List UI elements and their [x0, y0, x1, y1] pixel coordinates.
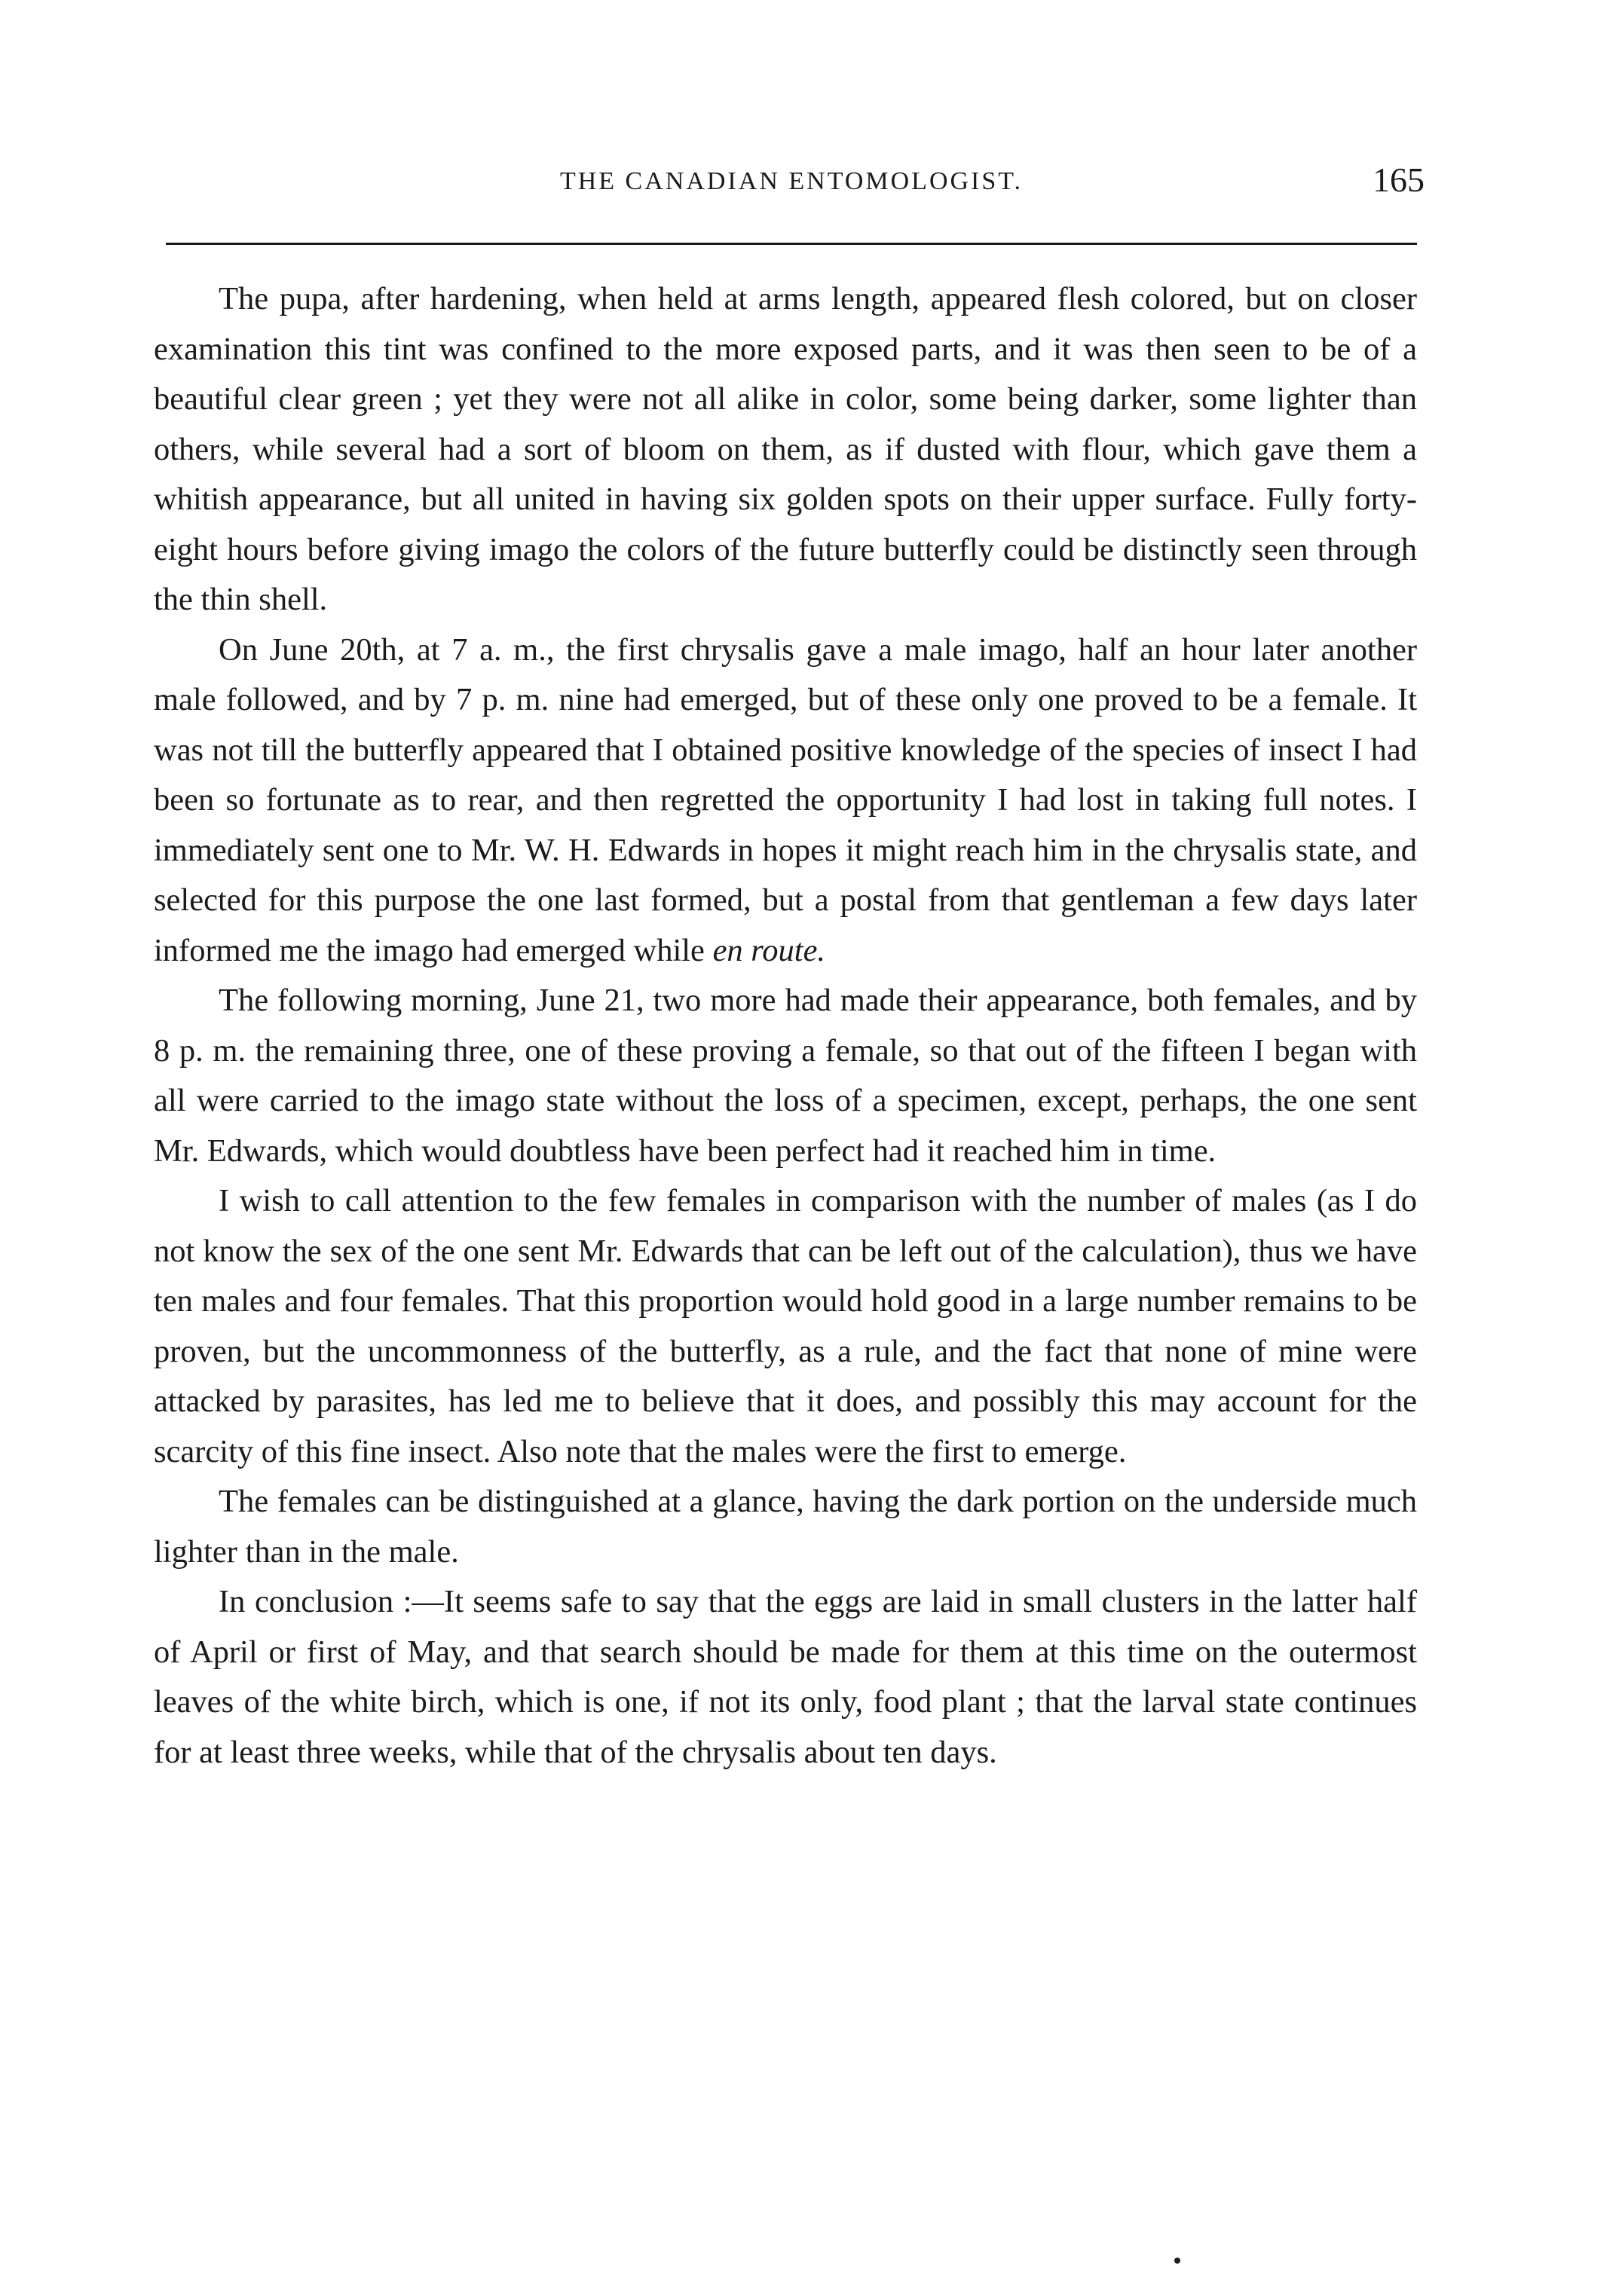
italic-en-route: en route.	[712, 932, 826, 968]
journal-title: THE CANADIAN ENTOMOLOGIST.	[559, 167, 1024, 195]
body-text	[154, 274, 1417, 1778]
paragraph-distinguishing: The females can be distinguished at a glance, having the dark portion on the underside much lighter than in the male.	[154, 1484, 1417, 1570]
paragraph-conclusion: In conclusion :—It seems safe to say that the eggs are laid in small clusters in the latter half of April or first of May, and that search should be made for them at this time on the outermost leaves of the white birch, which is one, if not its only, food plant ; that the larval state continues for at least three weeks, while that of the chrysalis about ten days.	[154, 1584, 1417, 1770]
paragraph-pupa: The pupa, after hardening, when held at arms length, appeared flesh colored, but on closer examination this tint was confined to the more exposed parts, and it was then seen to be of a beautiful clear green ; yet they were not all alike in color, some being darker, some lighter than others, while several had a sort of bloom on them, as if dusted with flour, which gave them a whitish appearance, but all united in having six golden spots on their upper surface. Fully forty-eight hours before giving imago the colors of the future butterfly could be distinctly seen through the thin shell.	[154, 281, 1417, 617]
header-rule	[166, 243, 1417, 245]
paragraph-emergence-text: On June 20th, at 7 a. m., the first chrysalis gave a male imago, half an hour later another male followed, and by 7 p. m. nine had emerged, but of these only one proved to be a female. It was not till the butterfly appeared that I obtained positive knowledge of the species of insect I had been so fortunate as to rear, and then regretted the opportunity I had lost in taking full notes. I immediately sent one to Mr. W. H. Edwards in hopes it might reach him in the chrysalis state, and selected for this purpose the one last formed, but a postal from that gentleman a few days later informed me the imago had emerged while	[154, 631, 1417, 968]
paragraph-females-ratio: I wish to call attention to the few females in comparison with the number of males (as I do not know the sex of the one sent Mr. Edwards that can be left out of the calculation), thus we have ten males and four females. That this proportion would hold good in a large number remains to be proven, but the uncommonness of the butterfly, as a rule, and the fact that none of mine were attacked by parasites, has led me to believe that it does, and possibly this may account for the scarcity of this fine insect. Also note that the males were the first to emerge.	[154, 1183, 1417, 1469]
paragraph-following-morning: The following morning, June 21, two more had made their appearance, both females, and by 8 p. m. the remaining three, one of these proving a female, so that out of the fifteen I began with all were carried to the imago state without the loss of a specimen, except, perhaps, the one sent Mr. Edwards, which would doubtless have been perfect had it reached him in time.	[154, 983, 1417, 1169]
page-number: 165	[1373, 161, 1425, 199]
stray-ink-dot	[1174, 2258, 1180, 2264]
paragraph-emergence	[154, 625, 1417, 977]
running-head	[158, 161, 1425, 212]
